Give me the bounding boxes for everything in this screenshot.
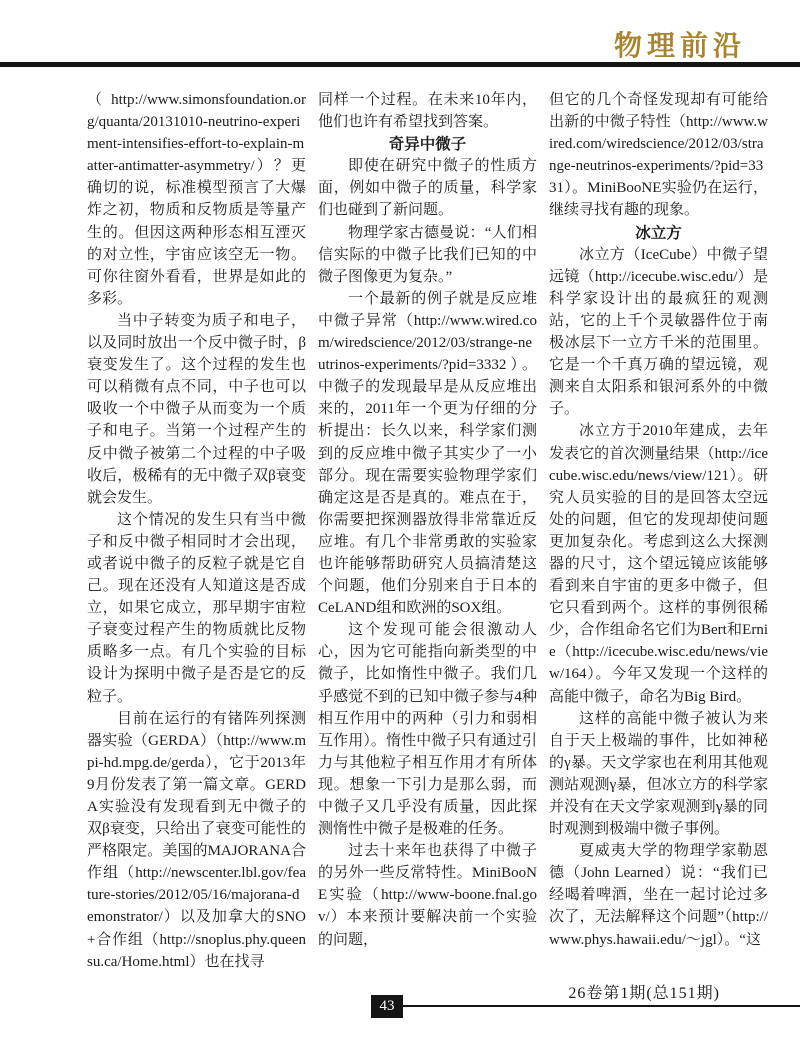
paragraph: 这个情况的发生只有当中微子和反中微子相同时才会出现，或者说中微子的反粒子就是它自己。现在还没有人知道这是否成立，如果它成立，那早期宇宙粒子衰变过程产生的物质就比反物质略多一点。有几个实验的目标设计为探明中微子是否是它的反粒子。 bbox=[87, 511, 306, 705]
page-number-badge: 43 bbox=[371, 995, 403, 1018]
paragraph: 夏威夷大学的物理学家勒恩德（John Learned）说：“我们已经喝着啤酒，坐在一起讨论过多次了，无法解释这个问题”（http://www.phys.hawaii.edu/～jgl）。“这 bbox=[549, 843, 768, 948]
paragraph: （http://www.simonsfoundation.org/quanta/20131010-neutrino-experiment-intensifies-effort-to-explain-matter-antimatter-asymmetry/）？更确切的说，标准模型预言了大爆炸之初，物质和反物质是等量产生的。但因这两种形态相互湮灭的对立性，宇宙应该空无一物。可你往窗外看看，世界是如此的多彩。 bbox=[87, 92, 306, 307]
footer-rule bbox=[371, 1005, 800, 1007]
paragraph: 目前在运行的有锗阵列探测器实验（GERDA）（http://www.mpi-hd.mpg.de/gerda），它于2013年9月份发表了第一篇文章。GERDA实验没有发现看到无中微子的双β衰变，只给出了衰变可能性的严格限定。美国的MAJORANA合作组（http://newscenter.lbl.gov/feature-stories/2012/05/16/majorana-demonstrator/）以及加拿大的SNO+合作组（http://snoplus.phy.queensu.ca/Home.html）也在找寻 bbox=[87, 710, 306, 970]
paragraph: 一个最新的例子就是反应堆中微子异常（http://www.wired.com/wiredscience/2012/03/strange-neutrinos-experiments/?pid=3332）。中微子的发现最早是从反应堆出来的，2011年一个更为仔细的分析提出：长久以来，科学家们测到的反应堆中微子其实少了一小部分。现在需要实验物理学家们确定这是否是真的。难点在于，你需要把探测器放得非常靠近反应堆。有几个非常勇敢的实验家也许能够帮助研究人员搞清楚这个问题，他们分别来自于日本的CeLAND组和欧洲的SOX组。 bbox=[318, 290, 537, 617]
article-body bbox=[87, 89, 768, 973]
paragraph: 同样一个过程。在未来10年内，他们也许有希望找到答案。 bbox=[318, 92, 537, 131]
paragraph: 冰立方于2010年建成，去年发表它的首次测量结果（http://icecube.wisc.edu/news/view/121）。研究人员实验的目的是回答太空远处的问题，但它的发现却使问题更加复杂化。考虑到这么大探测器的尺寸，这个望远镜应该能够看到来自宇宙的更多中微子，但它只看到两个。这样的事例很稀少，合作组命名它们为Bert和Ernie（http://icecube.wisc.edu/news/view/164）。今年又发现一个这样的高能中微子，命名为Big Bird。 bbox=[549, 423, 768, 705]
paragraph: 冰立方（IceCube）中微子望远镜（http://icecube.wisc.edu/）是科学家设计出的最疯狂的观测站，它的上千个灵敏器件位于南极冰层下一立方千米的范围里。它是一个千真万确的望远镜，观测来自太阳系和银河系外的中微子。 bbox=[549, 246, 768, 418]
header-rule bbox=[0, 62, 800, 67]
paragraph: 但它的几个奇怪发现却有可能给出新的中微子特性（http://www.wired.com/wiredscience/2012/03/strange-neutrinos-experiments/?pid=3331）。MiniBooNE实验仍在运行，继续寻找有趣的现象。 bbox=[549, 92, 768, 219]
paragraph: 当中子转变为质子和电子，以及同时放出一个反中微子时，β衰变发生了。这个过程的发生也可以稍微有点不同，中子也可以吸收一个中微子从而变为一个质子和电子。当第一个过程产生的反中微子被第二个过程的中子吸收后，极稀有的无中微子双β衰变就会发生。 bbox=[87, 312, 306, 506]
section-heading-icecube: 冰立方 bbox=[635, 223, 682, 242]
page-title: 物理前沿 bbox=[613, 29, 746, 62]
column-2 bbox=[318, 89, 537, 973]
section-heading-strange-neutrinos: 奇异中微子 bbox=[388, 135, 467, 154]
column-1 bbox=[87, 89, 306, 973]
column-3 bbox=[549, 89, 768, 973]
paragraph: 即使在研究中微子的性质方面，例如中微子的质量，科学家们也碰到了新问题。 bbox=[318, 158, 537, 219]
paragraph: 物理学家古德曼说：“人们相信实际的中微子比我们已知的中微子图像更为复杂。” bbox=[318, 224, 537, 285]
paragraph: 过去十来年也获得了中微子的另外一些反常特性。MiniBooNE实验（http://www-boone.fnal.gov/）本来预计要解决前一个实验的问题， bbox=[318, 843, 537, 948]
issue-label: 26卷第1期(总151期) bbox=[568, 985, 720, 1002]
paragraph: 这样的高能中微子被认为来自于天上极端的事件，比如神秘的γ暴。天文学家也在利用其他观测站观测γ暴，但冰立方的科学家并没有在天文学家观测到γ暴的同时观测到极端中微子事例。 bbox=[549, 710, 768, 838]
paragraph: 这个发现可能会很激动人心，因为它可能指向新类型的中微子，比如惰性中微子。我们几乎感觉不到的已知中微子参与4种相互作用中的两种（引力和弱相互作用）。惰性中微子只有通过引力与其他粒子相互作用才有所体现。想象一下引力是那么弱，而中微子又几乎没有质量，因此探测惰性中微子是极难的任务。 bbox=[318, 622, 537, 838]
